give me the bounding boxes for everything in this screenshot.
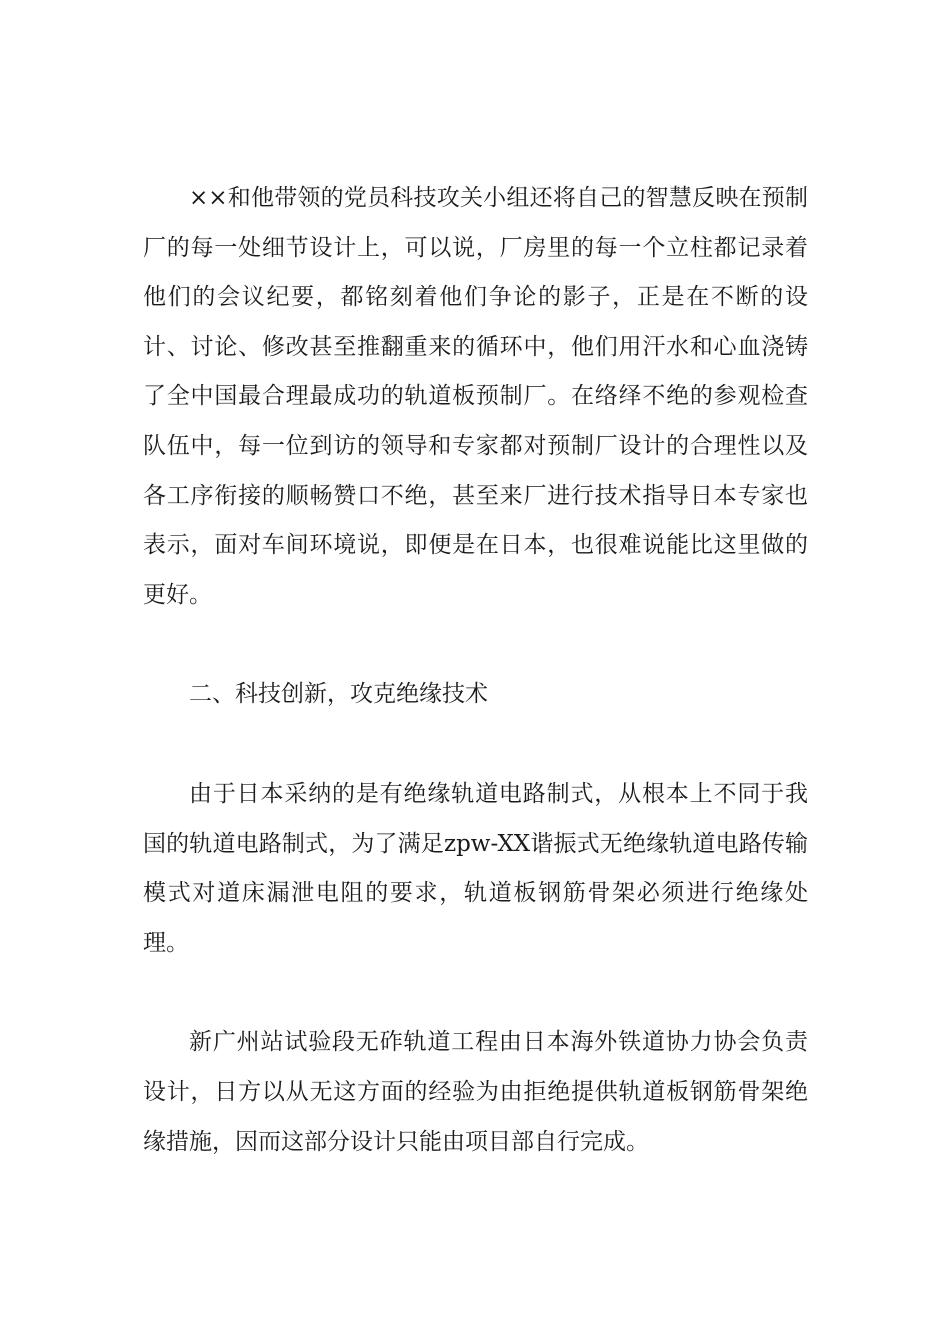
section-heading: 二、科技创新，攻克绝缘技术	[189, 681, 488, 708]
paragraph-design-responsibility: 新广州站试验段无砟轨道工程由日本海外铁道协力协会负责设计，日方以从无这方面的经验为由拒绝提供轨道板钢筋骨架绝缘措施，因而这部分设计只能由项目部自行完成。	[143, 1029, 808, 1155]
paragraph-insulation-requirement: 由于日本采纳的是有绝缘轨道电路制式，从根本上不同于我国的轨道电路制式，为了满足zpw-XX谐振式无绝缘轨道电路传输模式对道床漏泄电阻的要求，轨道板钢筋骨架必须进行绝缘处理。	[143, 780, 808, 956]
paragraph-design-details: ××和他带领的党员科技攻关小组还将自己的智慧反映在预制厂的每一处细节设计上，可以说，厂房里的每一个立柱都记录着他们的会议纪要，都铭刻着他们争论的影子，正是在不断的设计、讨论、修改甚至推翻重来的循环中，他们用汗水和心血浇铸了全中国最合理最成功的轨道板预制厂。在络绎不绝的参观检查队伍中，每一位到访的领导和专家都对预制厂设计的合理性以及各工序衔接的顺畅赞口不绝，甚至来厂进行技术指导日本专家也表示，面对车间环境说，即便是在日本，也很难说能比这里做的更好。	[143, 185, 808, 608]
document-body	[143, 174, 808, 1167]
